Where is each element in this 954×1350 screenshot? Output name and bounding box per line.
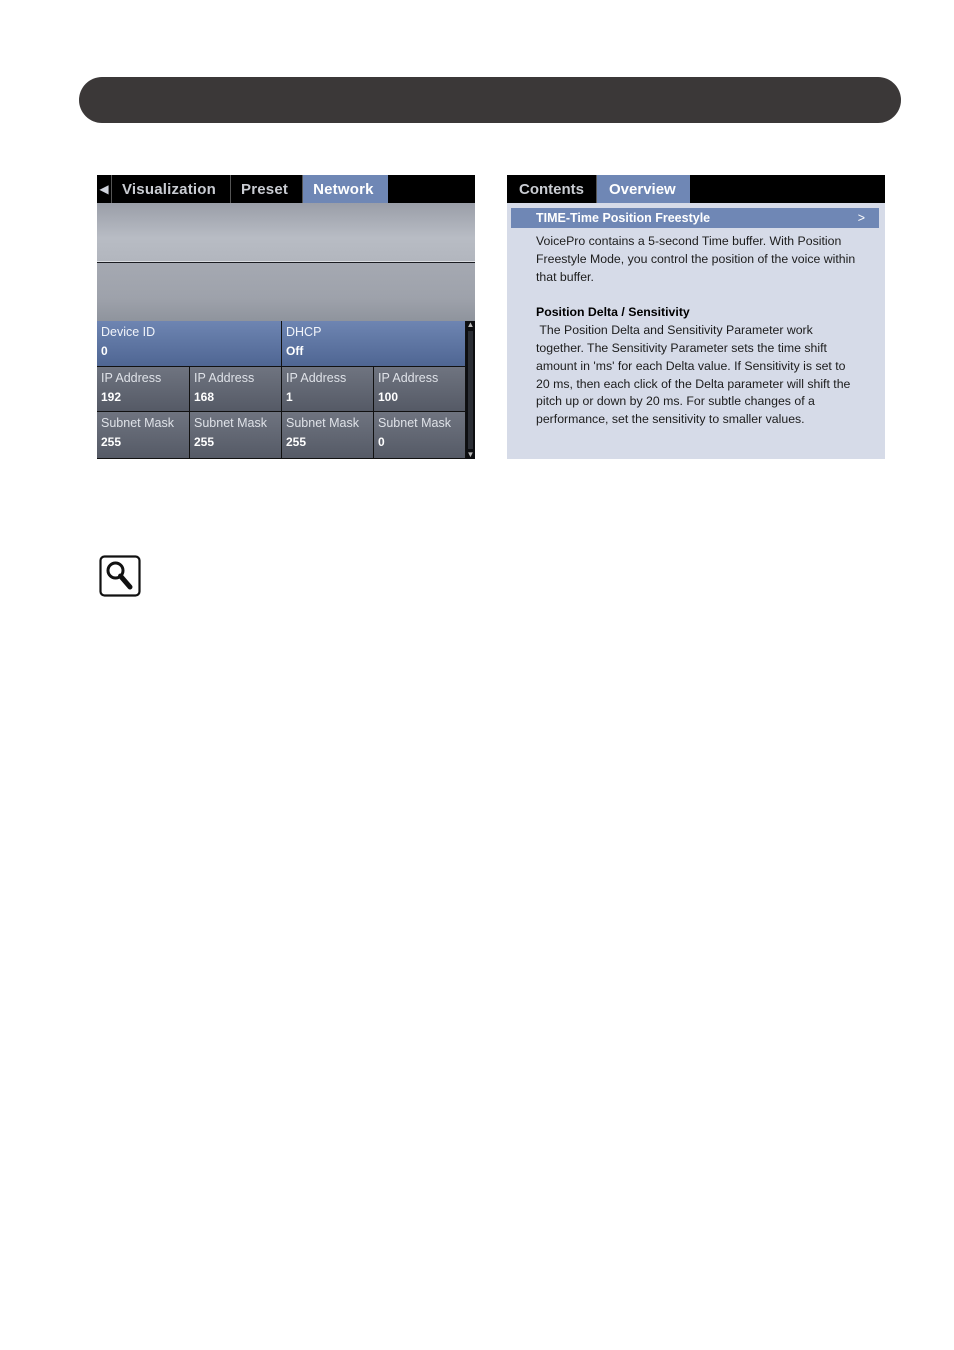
param-label: IP Address [101, 371, 162, 385]
tab-visualization[interactable]: Visualization [112, 175, 231, 203]
scroll-down-icon[interactable]: ▼ [466, 450, 475, 459]
param-label: IP Address [378, 371, 439, 385]
header-bar [79, 77, 901, 123]
help-topic-title-text: TIME-Time Position Freestyle [536, 211, 711, 225]
param-value: 1 [286, 390, 293, 404]
help-screen [507, 175, 885, 459]
tab-preset[interactable]: Preset [231, 175, 303, 203]
param-subnet-mask-2[interactable] [190, 412, 282, 459]
param-value: 255 [101, 435, 122, 449]
param-dhcp[interactable] [282, 321, 466, 367]
param-value: Off [286, 344, 304, 358]
visualization-area [97, 203, 475, 321]
help-subheading: Position Delta / Sensitivity [536, 305, 690, 320]
left-triangle-icon[interactable]: ◀ [97, 175, 112, 203]
param-device-id[interactable] [97, 321, 282, 367]
param-value: 255 [286, 435, 307, 449]
param-value: 0 [101, 344, 108, 358]
param-label: DHCP [286, 325, 322, 339]
help-paragraph-1: VoicePro contains a 5-second Time buffer. With Position Freestyle Mode, you control the position of the voice within that buffer. [536, 234, 856, 284]
right-tab-bar [507, 175, 885, 203]
param-ip-address-3[interactable] [282, 367, 374, 412]
param-label: Subnet Mask [194, 416, 267, 430]
scroll-thumb[interactable] [468, 331, 473, 449]
network-screen [97, 175, 475, 459]
param-value: 255 [194, 435, 215, 449]
param-subnet-mask-4[interactable] [374, 412, 466, 459]
help-paragraph-2: The Position Delta and Sensitivity Parameter work together. The Sensitivity Parameter sets the time shift amount in 'ms' for each Delta value. If Sensitivity is set to 20 ms, then each click of the Delta parameter will shift the pitch up or down by 20 ms. For subtle changes of a performance, set the sensitivity to smaller values. [536, 323, 854, 427]
chevron-right-icon[interactable]: > [857, 211, 865, 225]
param-label: Device ID [101, 325, 156, 339]
param-label: IP Address [194, 371, 255, 385]
help-body [536, 233, 856, 429]
scroll-up-icon[interactable]: ▲ [466, 320, 475, 329]
tab-overview[interactable]: Overview [597, 175, 690, 203]
param-value: 100 [378, 390, 399, 404]
param-value: 0 [378, 435, 385, 449]
param-ip-address-2[interactable] [190, 367, 282, 412]
param-label: Subnet Mask [101, 416, 174, 430]
param-subnet-mask-3[interactable] [282, 412, 374, 459]
param-ip-address-1[interactable] [97, 367, 190, 412]
param-value: 192 [101, 390, 122, 404]
help-topic-title[interactable] [511, 208, 879, 228]
tab-contents[interactable]: Contents [507, 175, 597, 203]
param-ip-address-4[interactable] [374, 367, 466, 412]
viz-band-bottom [97, 263, 475, 321]
param-subnet-mask-1[interactable] [97, 412, 190, 459]
tab-network[interactable]: Network [303, 175, 388, 203]
magnifier-icon [99, 555, 141, 597]
param-label: Subnet Mask [286, 416, 359, 430]
network-parameter-grid [97, 321, 466, 459]
left-tab-bar [97, 175, 475, 203]
grid-scrollbar[interactable] [466, 321, 475, 459]
viz-band-top [97, 203, 475, 262]
param-value: 168 [194, 390, 215, 404]
param-label: Subnet Mask [378, 416, 451, 430]
param-label: IP Address [286, 371, 347, 385]
